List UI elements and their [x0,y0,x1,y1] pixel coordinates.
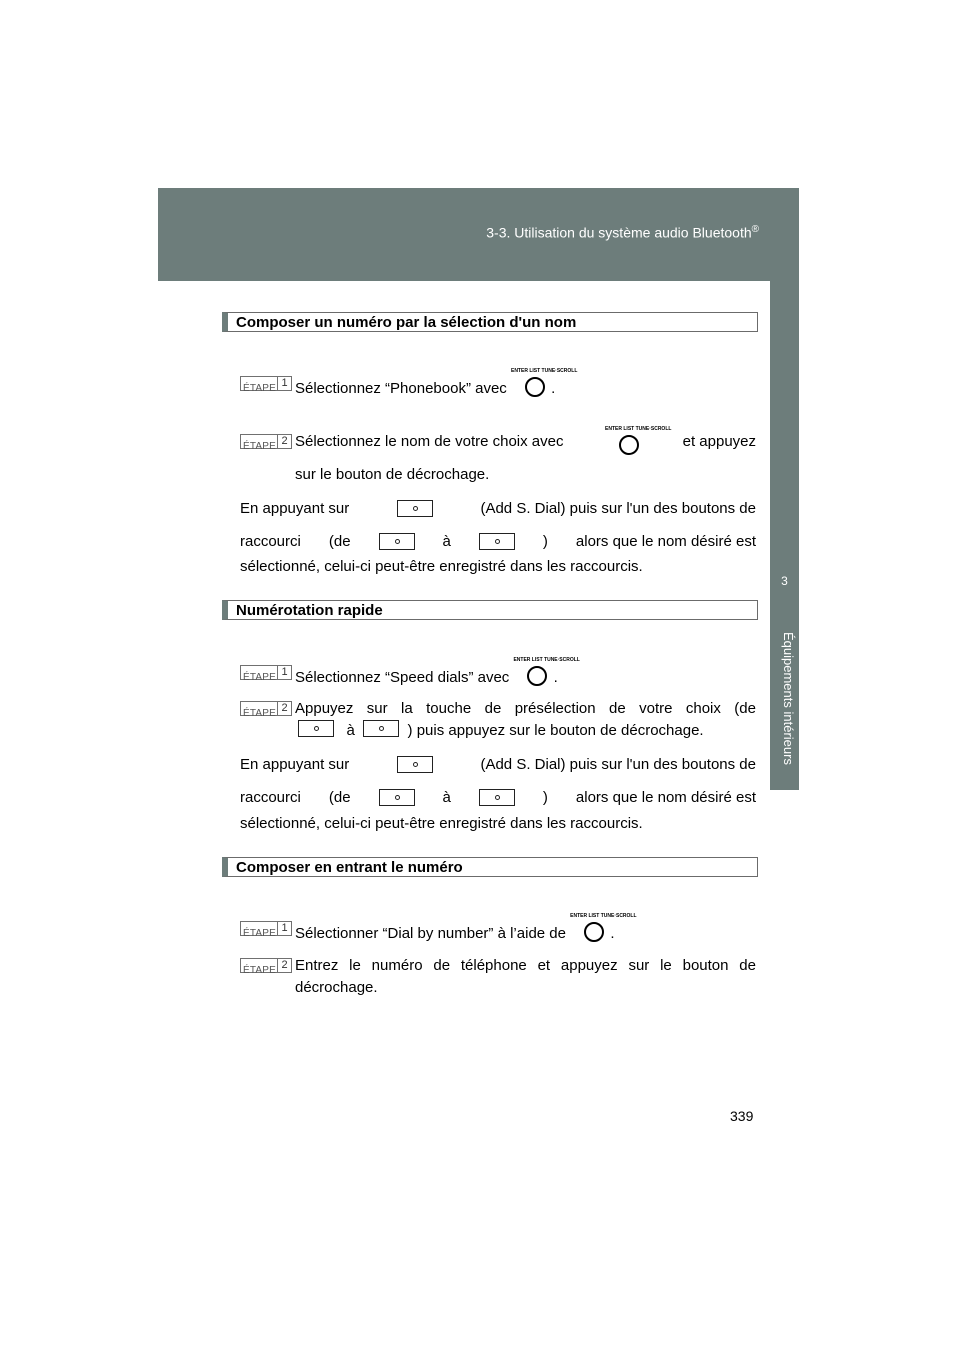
preset-button-icon [379,533,415,550]
note-line-3b: sélectionné, celui-ci peut-être enregistré dans les raccourcis. [240,815,643,832]
note-add-speed-dial-2: En appuyant sur (Add S. Dial) puis sur l'un des boutons de [240,756,756,773]
note-line-2b: raccourci (de à ) alors que le nom désiré est [240,789,756,806]
note-line-2: raccourci (de à ) alors que le nom désiré est [240,533,756,550]
step-2-enter-number: ÉTAPE 2 Entrez le numéro de téléphone et appuyez sur le bouton de décrochage. [240,955,756,1003]
section-title-name-dial: Composer un numéro par la sélection d'un nom [222,312,758,332]
step-badge: ÉTAPE 2 [240,701,292,716]
page-number: 339 [730,1108,754,1124]
step-badge: ÉTAPE 1 [240,376,292,391]
step-badge: ÉTAPE 1 [240,665,292,680]
step-1-dial-by-number: ÉTAPE 1 Sélectionner “Dial by number” à l’aide de ENTER LIST TUNE·SCROLL . [240,918,756,940]
step-1-speed-dials: ÉTAPE 1 Sélectionnez “Speed dials” avec ENTER LIST TUNE·SCROLL . [240,662,756,684]
tune-scroll-knob-icon: ENTER LIST TUNE·SCROLL [511,373,547,397]
preset-button-icon [479,533,515,550]
tune-scroll-knob-icon: ENTER LIST TUNE·SCROLL [605,431,641,455]
preset-button-icon [379,789,415,806]
preset-button-icon [363,720,399,737]
step-badge: ÉTAPE 1 [240,921,292,936]
add-s-dial-button-icon [397,500,433,517]
step-badge: ÉTAPE 2 [240,434,292,449]
step-1-phonebook: ÉTAPE 1 Sélectionnez “Phonebook” avec ENTER LIST TUNE·SCROLL . [240,373,756,395]
chapter-title: 3-3. Utilisation du système audio Bluetooth® [486,224,759,241]
add-s-dial-button-icon [397,756,433,773]
note-line-3: sélectionné, celui-ci peut-être enregistré dans les raccourcis. [240,558,643,575]
step-badge: ÉTAPE 2 [240,958,292,973]
tune-scroll-knob-icon: ENTER LIST TUNE·SCROLL [513,662,549,686]
side-tab [770,550,799,790]
step-2-preset: ÉTAPE 2 Appuyez sur la touche de présélection de votre choix (de à ) puis appuyez sur le bouton de décrochage. [240,698,756,746]
tune-scroll-knob-icon: ENTER LIST TUNE·SCROLL [570,918,606,942]
chapter-header [158,188,799,281]
side-tab-number: 3 [781,574,788,588]
section-title-dial-number: Composer en entrant le numéro [222,857,758,877]
side-bar [770,281,799,550]
preset-button-icon [479,789,515,806]
preset-button-icon [298,720,334,737]
side-tab-label: Équipements intérieurs [781,632,796,765]
step-2-select-name: ÉTAPE 2 Sélectionnez le nom de votre choix avec ENTER LIST TUNE·SCROLL et appuyez sur le bouton de décrochage. [240,431,756,491]
section-title-speed-dial: Numérotation rapide [222,600,758,620]
note-add-speed-dial: En appuyant sur (Add S. Dial) puis sur l'un des boutons de [240,500,756,517]
